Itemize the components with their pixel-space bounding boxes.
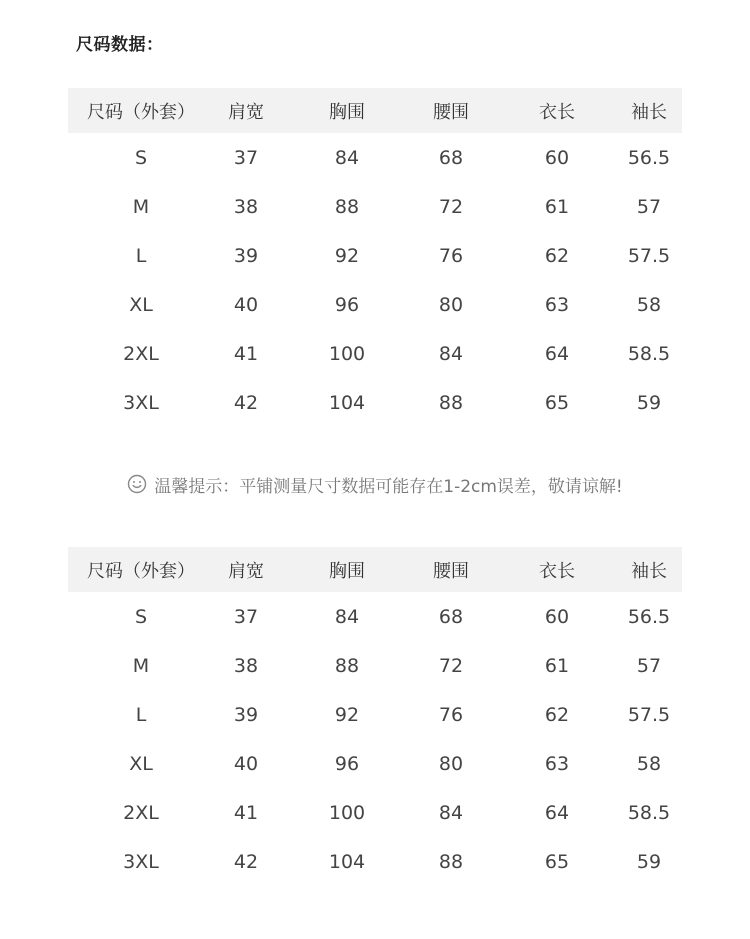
- cell-chest: 84: [334, 605, 360, 628]
- cell-size: M: [132, 654, 150, 677]
- table-header-row: [68, 88, 682, 133]
- table-row: [68, 739, 682, 788]
- header-sleeve: 袖长: [631, 101, 667, 123]
- cell-chest: 92: [334, 244, 360, 267]
- header-waist: 腰围: [433, 560, 469, 582]
- cell-waist: 88: [438, 391, 464, 414]
- cell-size: 3XL: [123, 391, 159, 414]
- cell-chest: 100: [328, 801, 366, 824]
- cell-shoulder: 37: [233, 146, 259, 169]
- cell-length: 61: [544, 654, 570, 677]
- cell-waist: 76: [438, 244, 464, 267]
- header-length: 衣长: [539, 560, 575, 582]
- cell-sleeve: 58.5: [627, 801, 671, 824]
- header-shoulder: 肩宽: [228, 101, 264, 123]
- header-waist: 腰围: [433, 101, 469, 123]
- cell-length: 60: [544, 605, 570, 628]
- header-chest: 胸围: [329, 560, 365, 582]
- cell-sleeve: 57.5: [627, 244, 671, 267]
- cell-waist: 88: [438, 850, 464, 873]
- cell-shoulder: 42: [233, 391, 259, 414]
- cell-length: 63: [544, 293, 570, 316]
- table-row: [68, 788, 682, 837]
- cell-waist: 84: [438, 342, 464, 365]
- cell-sleeve: 57: [636, 654, 662, 677]
- cell-size: 3XL: [123, 850, 159, 873]
- table-row: [68, 690, 682, 739]
- cell-waist: 68: [438, 605, 464, 628]
- cell-sleeve: 56.5: [627, 146, 671, 169]
- cell-size: XL: [129, 293, 153, 316]
- measurement-tip: [0, 470, 750, 498]
- cell-size: 2XL: [123, 801, 159, 824]
- table-row: [68, 641, 682, 690]
- cell-length: 62: [544, 244, 570, 267]
- cell-chest: 88: [334, 654, 360, 677]
- cell-sleeve: 56.5: [627, 605, 671, 628]
- cell-sleeve: 58: [636, 752, 662, 775]
- cell-length: 62: [544, 703, 570, 726]
- table-header-row: [68, 547, 682, 592]
- cell-waist: 80: [438, 752, 464, 775]
- size-table-2: [68, 547, 682, 886]
- cell-size: S: [134, 605, 148, 628]
- cell-sleeve: 58.5: [627, 342, 671, 365]
- cell-chest: 104: [328, 850, 366, 873]
- cell-waist: 72: [438, 195, 464, 218]
- cell-chest: 84: [334, 146, 360, 169]
- cell-shoulder: 41: [233, 801, 259, 824]
- cell-shoulder: 39: [233, 244, 259, 267]
- cell-sleeve: 59: [636, 391, 662, 414]
- table-row: [68, 592, 682, 641]
- cell-length: 64: [544, 342, 570, 365]
- cell-waist: 72: [438, 654, 464, 677]
- cell-shoulder: 42: [233, 850, 259, 873]
- size-table-1: [68, 88, 682, 427]
- header-length: 衣长: [539, 101, 575, 123]
- cell-chest: 96: [334, 293, 360, 316]
- cell-chest: 96: [334, 752, 360, 775]
- cell-shoulder: 37: [233, 605, 259, 628]
- tip-text: 温馨提示：平铺测量尺寸数据可能存在1-2cm误差，敬请谅解!: [154, 476, 623, 497]
- cell-length: 63: [544, 752, 570, 775]
- cell-sleeve: 58: [636, 293, 662, 316]
- table-row: [68, 280, 682, 329]
- cell-sleeve: 57.5: [627, 703, 671, 726]
- cell-length: 61: [544, 195, 570, 218]
- header-shoulder: 肩宽: [228, 560, 264, 582]
- cell-chest: 88: [334, 195, 360, 218]
- cell-size: S: [134, 146, 148, 169]
- cell-waist: 76: [438, 703, 464, 726]
- cell-sleeve: 59: [636, 850, 662, 873]
- cell-chest: 92: [334, 703, 360, 726]
- cell-size: 2XL: [123, 342, 159, 365]
- cell-length: 60: [544, 146, 570, 169]
- cell-chest: 104: [328, 391, 366, 414]
- smile-icon: [127, 474, 147, 494]
- cell-chest: 100: [328, 342, 366, 365]
- header-sleeve: 袖长: [631, 560, 667, 582]
- cell-length: 65: [544, 850, 570, 873]
- cell-shoulder: 40: [233, 752, 259, 775]
- cell-length: 64: [544, 801, 570, 824]
- cell-size: L: [135, 244, 147, 267]
- section-title: 尺码数据：: [76, 35, 164, 55]
- cell-size: L: [135, 703, 147, 726]
- cell-shoulder: 41: [233, 342, 259, 365]
- header-chest: 胸围: [329, 101, 365, 123]
- table-row: [68, 133, 682, 182]
- cell-sleeve: 57: [636, 195, 662, 218]
- cell-waist: 84: [438, 801, 464, 824]
- header-size: 尺码（外套）: [87, 560, 195, 582]
- cell-size: XL: [129, 752, 153, 775]
- cell-shoulder: 38: [233, 195, 259, 218]
- cell-shoulder: 38: [233, 654, 259, 677]
- cell-shoulder: 39: [233, 703, 259, 726]
- table-row: [68, 837, 682, 886]
- cell-shoulder: 40: [233, 293, 259, 316]
- table-row: [68, 329, 682, 378]
- table-row: [68, 378, 682, 427]
- cell-size: M: [132, 195, 150, 218]
- header-size: 尺码（外套）: [87, 101, 195, 123]
- cell-length: 65: [544, 391, 570, 414]
- table-row: [68, 182, 682, 231]
- cell-waist: 68: [438, 146, 464, 169]
- cell-waist: 80: [438, 293, 464, 316]
- table-row: [68, 231, 682, 280]
